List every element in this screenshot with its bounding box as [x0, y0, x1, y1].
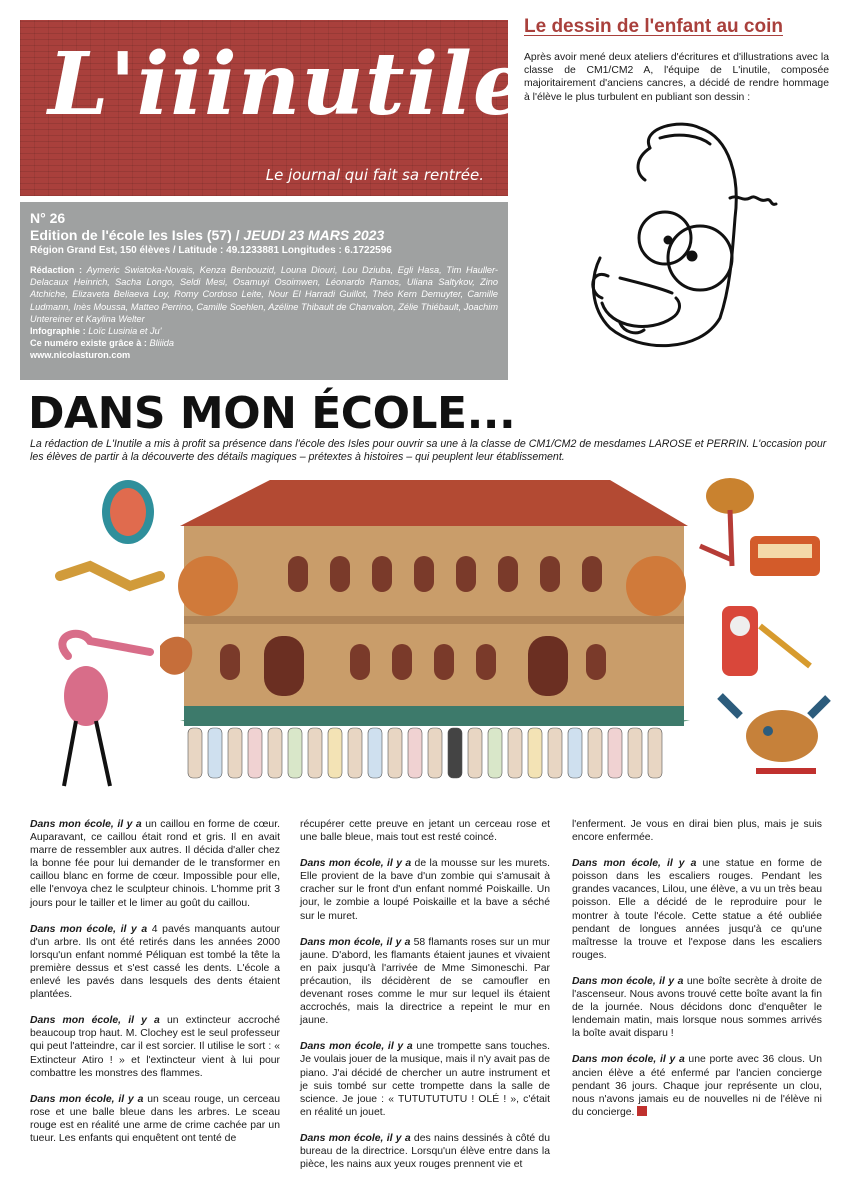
edition-line: [30, 227, 498, 244]
story-paragraph: [300, 857, 550, 922]
edition-date: JEUDI 23 MARS 2023: [243, 227, 385, 243]
story-lead: Dans mon école, il y a: [30, 1093, 144, 1105]
story-paragraph: [30, 1093, 280, 1145]
story-lead: Dans mon école, il y a: [300, 1041, 413, 1053]
school-illustration: [20, 466, 833, 806]
region-line: Région Grand Est, 150 élèves / Latitude : 49.1233881 Longitudes : 6.1722596: [30, 245, 392, 256]
story-lead: Dans mon école, il y a: [30, 923, 148, 935]
story-text: une porte avec 36 clous. Un ancien élève a été enfermé par l'ancien concierge pendant 36 jours. Chaque jour représente un clou, nous n'avons jamais eu de nouvelles ni de l'élève ni du concierge.: [572, 1054, 822, 1118]
story-text: 58 flamants roses sur un mur jaune. D'abord, les flamants étaient jaunes et vivaient en paix jusqu'à l'arrivée de Mme Simoneschi. Par précaution, ils décidèrent de se camoufler en devenant roses comme le mur sur lequel ils étaient accrochés, mais la directrice a repeint le mur en jaune.: [300, 936, 550, 1027]
infographie-label: Infographie :: [30, 326, 89, 337]
redaction-label: Rédaction :: [30, 265, 87, 275]
story-lead: Dans mon école, il y a: [572, 975, 684, 987]
article-column-3: [572, 818, 822, 1132]
story-text: l'enferment. Je vous en dirai bien plus, mais je suis encore enfermée.: [572, 819, 822, 844]
redaction-names: Aymeric Swiatoka-Novais, Kenza Benbouzid, Louna Diouri, Lou Dziuba, Egli Hasa, Tim Hauller-Delacaux Heinrich, Sacha Longo, Seldi Mesi, Osamuyi Osoimwen, Léonardo Ramos, Uliana Saltykov, Zino Atchiche, Elizaveta Beliaeva Loy, Romy Cordoso Leite, Nour El Harradi Guillot, Théo Kern Demuyter, Camille Ludmann, Inès Moussa, Matteo Perrino, Camille Soehlen, Azéline Thibault de Chanvalon, Zélie Thiébault, Joachim Untereiner et Kaylina Welter: [30, 265, 498, 324]
article-column-1: [30, 818, 280, 1158]
story-paragraph: [300, 818, 550, 844]
infographie-line: [30, 325, 498, 337]
story-paragraph: [572, 818, 822, 844]
story-paragraph: [572, 1053, 822, 1118]
journal-logo: L'iiinutile: [48, 34, 529, 135]
story-lead: Dans mon école, il y a: [572, 858, 697, 870]
dessin-text: Après avoir mené deux ateliers d'écritures et d'illustrations avec la classe de CM1/CM2 A, l'équipe de L'inutile, composée majoritairement d'anciens cancres, a décidé de rendre hommage à l'élève le plus turbulent en publiant son dessin :: [524, 52, 829, 103]
children-row: [188, 728, 662, 778]
story-text: des nains dessinés à côté du bureau de la directrice. Lorsqu'un élève entre dans la pièce, les nains aux yeux rouges prennent vie et: [300, 1132, 550, 1171]
story-lead: Dans mon école, il y a: [572, 1054, 685, 1066]
edition-prefix: Edition de l'école les Isles (57) /: [30, 227, 244, 243]
credits: [30, 264, 498, 325]
story-paragraph: [30, 1014, 280, 1079]
story-text: un sceau rouge, un cerceau rose et une balle bleue dans les arbres. Le sceau rouge est en réalité une arme de crime cachée par un tueur. Les enfants qui enquêtent ont tenté de: [30, 1093, 280, 1144]
story-paragraph: [300, 1040, 550, 1119]
story-lead: Dans mon école, il y a: [300, 1132, 411, 1144]
story-text: une boîte secrète à droite de l'ascenseur. Nous avons trouvé cette boîte avant la fin de la journée. Nous décidons donc d'enquêter le lendemain matin, mais lorsque nous sommes arrivés la boîte avait disparu !: [572, 975, 822, 1040]
story-lead: Dans mon école, il y a: [300, 936, 411, 948]
story-lead: Dans mon école, il y a: [30, 1015, 160, 1027]
info-box: [20, 202, 508, 380]
story-text: un extincteur accroché beaucoup trop haut. M. Clochey est le seul professeur qui peut l'atteindre, car il est sorcier. Il utilise le sort : « Extincteur Atiro ! » et l'extincteur vient à lui pour combattre les monstres des flammes.: [30, 1015, 280, 1079]
masthead: [20, 20, 529, 196]
story-text: un caillou en forme de cœur. Auparavant, ce caillou était rond et gris. Il en avait marre de ressembler aux autres. Il décida d'aller chez la bonne fée pour lui demander de le transformer en caillou blanc en forme de cœur. Impossible pour elle, elle l'envoya chez le sculpteur chinois. L'homme prit 3 jours pour le tailler et le limer au goût du caillou.: [30, 819, 280, 909]
sponsor-line: [30, 337, 498, 349]
chapo: La rédaction de L'Inutile a mis à profit sa présence dans l'école des Isles pour ouvrir sa une à la classe de CM1/CM2 de mesdames LAROSE et PERRIN. L'occasion pour les élèves de partir à la découverte des détails magiques – prétextes à histoires – qui peuplent leur établissement.: [30, 438, 827, 463]
story-text: une statue en forme de poisson dans les escaliers rouges. Pendant les grandes vacances, Lilou, une élève, a vu un très beau poisson. Elle a décidé de le reproduire pour le montrer à toute l'école. Cette statue a été oubliée pendant de longues années jusqu'à ce qu'une maîtresse la trouve et l'expose dans les escaliers rouges.: [572, 858, 822, 961]
end-mark-icon: [637, 1106, 647, 1116]
infographie-value: Loïc Lusinia et Ju': [88, 326, 162, 337]
tagline: Le journal qui fait sa rentrée.: [265, 166, 484, 184]
story-paragraph: [30, 923, 280, 1002]
story-paragraph: [300, 1132, 550, 1171]
story-lead: Dans mon école, il y a: [30, 819, 142, 830]
article-column-2: [300, 818, 550, 1184]
story-text: 4 pavés manquants autour d'un arbre. Ils ont été retirés dans les années 2000 lorsqu'un enfant nommé Péliquan est tombé la tête la première dessus et s'est cassé les dents. L'école a enlevé les pavés dans lesquels des dents étaient plantées.: [30, 923, 280, 1001]
website-link[interactable]: www.nicolasturon.com: [30, 350, 131, 361]
homer-drawing: [580, 118, 780, 358]
story-paragraph: [30, 818, 280, 910]
main-headline: DANS MON ÉCOLE...: [28, 388, 516, 439]
story-text: une trompette sans touches. Je voulais jouer de la musique, mais il n'y avait pas de piano. J'ai décidé de chercher un autre instrument et je suis tombé sur cette trompette dans la salle de science. Je joue : « TUTUTUTUTU ! OLÉ ! », c'était en réalité un jouet.: [300, 1041, 550, 1118]
sponsor-label: Ce numéro existe grâce à :: [30, 338, 150, 349]
issue-number: N° 26: [30, 210, 66, 226]
story-lead: Dans mon école, il y a: [300, 858, 412, 870]
sponsor-value: Bliiida: [149, 338, 175, 349]
story-text: récupérer cette preuve en jetant un cerceau rose et une balle bleue, mais tout est resté coincé.: [300, 819, 550, 844]
dessin-title: Le dessin de l'enfant au coin: [524, 16, 783, 37]
story-text: de la mousse sur les murets. Elle provient de la bave d'un zombie qui s'amusait à cracher sur le front d'un enfant nommé Poiskaille. Un jour, le zombie a loupé Poiskaille et la bave a séché sur le muret.: [300, 858, 550, 922]
story-paragraph: [572, 857, 822, 962]
story-paragraph: [572, 975, 822, 1040]
story-paragraph: [300, 936, 550, 1028]
